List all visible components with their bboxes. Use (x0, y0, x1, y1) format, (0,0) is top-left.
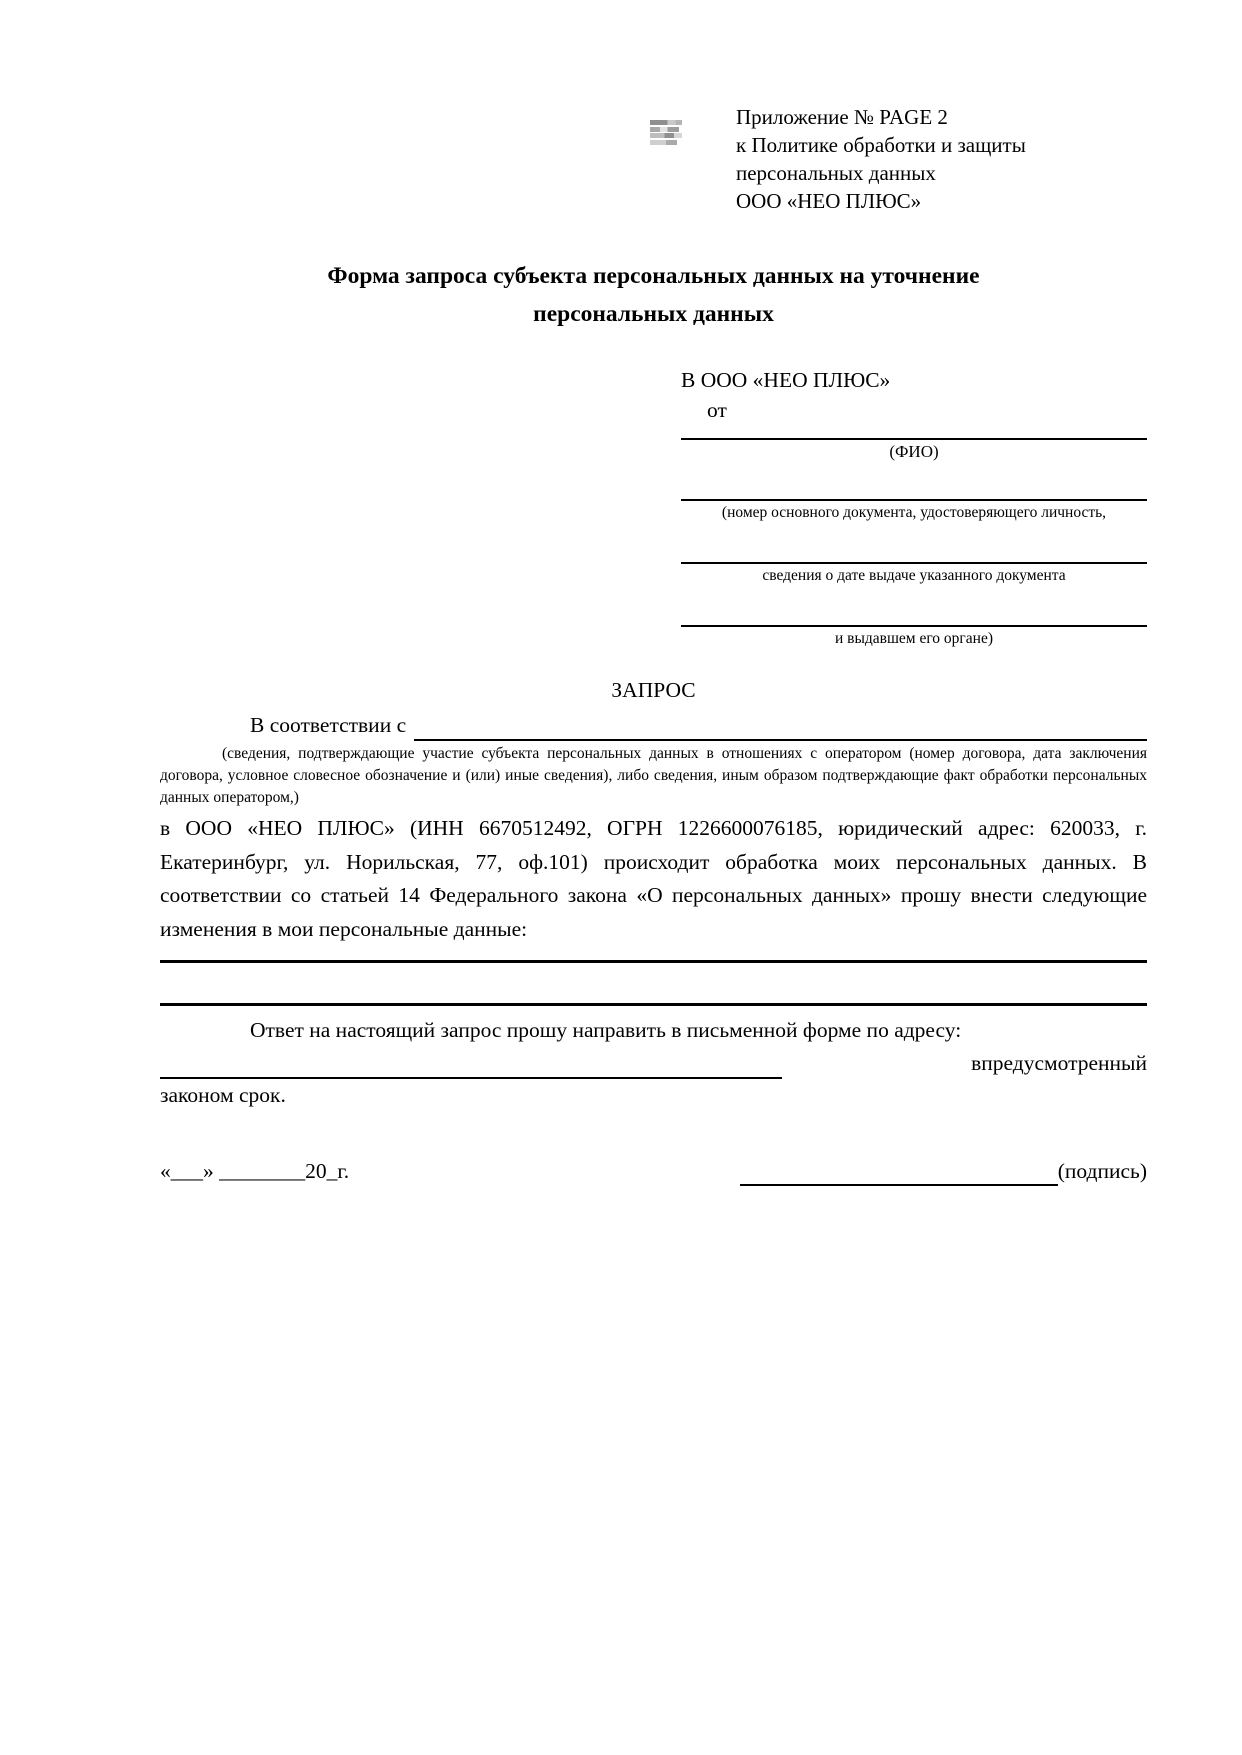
request-heading: ЗАПРОС (611, 678, 696, 702)
blurred-field-code-icon (650, 120, 682, 145)
appendix-block (736, 103, 1026, 215)
fio-blank-line (681, 425, 1147, 440)
closing-line: законом срок. (160, 1083, 286, 1107)
addressee-to-line: В ООО «НЕО ПЛЮС» (681, 368, 891, 392)
changes-blank-line-2 (160, 963, 1147, 1006)
appendix-number-line: Приложение № PAGE 2 (736, 105, 948, 129)
organization-name: ООО «НЕО ПЛЮС» (736, 189, 922, 213)
document-number-blank-line (681, 486, 1147, 501)
reply-paragraph: Ответ на настоящий запрос прошу направить в письменной форме по адресу: (250, 1018, 962, 1042)
issue-date-blank-line (681, 549, 1147, 564)
reply-address-row (160, 1047, 1147, 1079)
issue-date-caption: сведения о дате выдаче указанного документа (762, 567, 1066, 584)
issuer-caption: и выдавшем его органе) (834, 630, 994, 647)
fio-caption: (ФИО) (889, 442, 939, 461)
signature-blank-line (740, 1160, 1058, 1186)
addressee-block (681, 365, 1147, 649)
policy-reference-line-1: к Политике обработки и защиты (736, 133, 1026, 157)
addressee-from-label: от (707, 398, 727, 422)
reply-word-1: в (971, 1051, 982, 1075)
changes-blank-line-1 (160, 946, 1147, 963)
intro-row (160, 709, 1147, 741)
policy-reference-line-2: персональных данных (736, 161, 936, 185)
basis-footnote: (сведения, подтверждающие участие субъекта персональных данных в отношениях с оператором (номер договора, дата заключения договора, условное словесное обозначение и (или) иные сведения), либо сведения, иным образом подтверждающие факт обработки персональных данных оператором,) (160, 745, 1147, 806)
document-title: Форма запроса субъекта персональных данных на уточнение персональных данных (327, 263, 980, 327)
reply-word-2: предусмотренный (981, 1051, 1147, 1075)
reply-address-blank-line (160, 1051, 782, 1079)
document-number-caption: (номер основного документа, удостоверяющего личность, (721, 504, 1107, 521)
date-field: «___» ________20_г. (160, 1159, 350, 1183)
date-signature-row (160, 1156, 1147, 1186)
request-body-paragraph: в ООО «НЕО ПЛЮС» (ИНН 6670512492, ОГРН 1226600076185, юридический адрес: 620033, г. Екатеринбург, ул. Норильская, 77, оф.101) происходит обработка моих персональных данных. В соответствии со статьей 14 Федерального закона «О персональных данных» прошу внести следующие изменения в мои персональные данные: (160, 816, 1147, 941)
signature-caption: (подпись) (1057, 1159, 1147, 1183)
issuer-blank-line (681, 612, 1147, 627)
signature-group (740, 1156, 1147, 1186)
basis-blank-line (414, 713, 1147, 741)
page-header (160, 103, 1147, 221)
intro-label: В соответствии с (250, 713, 407, 737)
